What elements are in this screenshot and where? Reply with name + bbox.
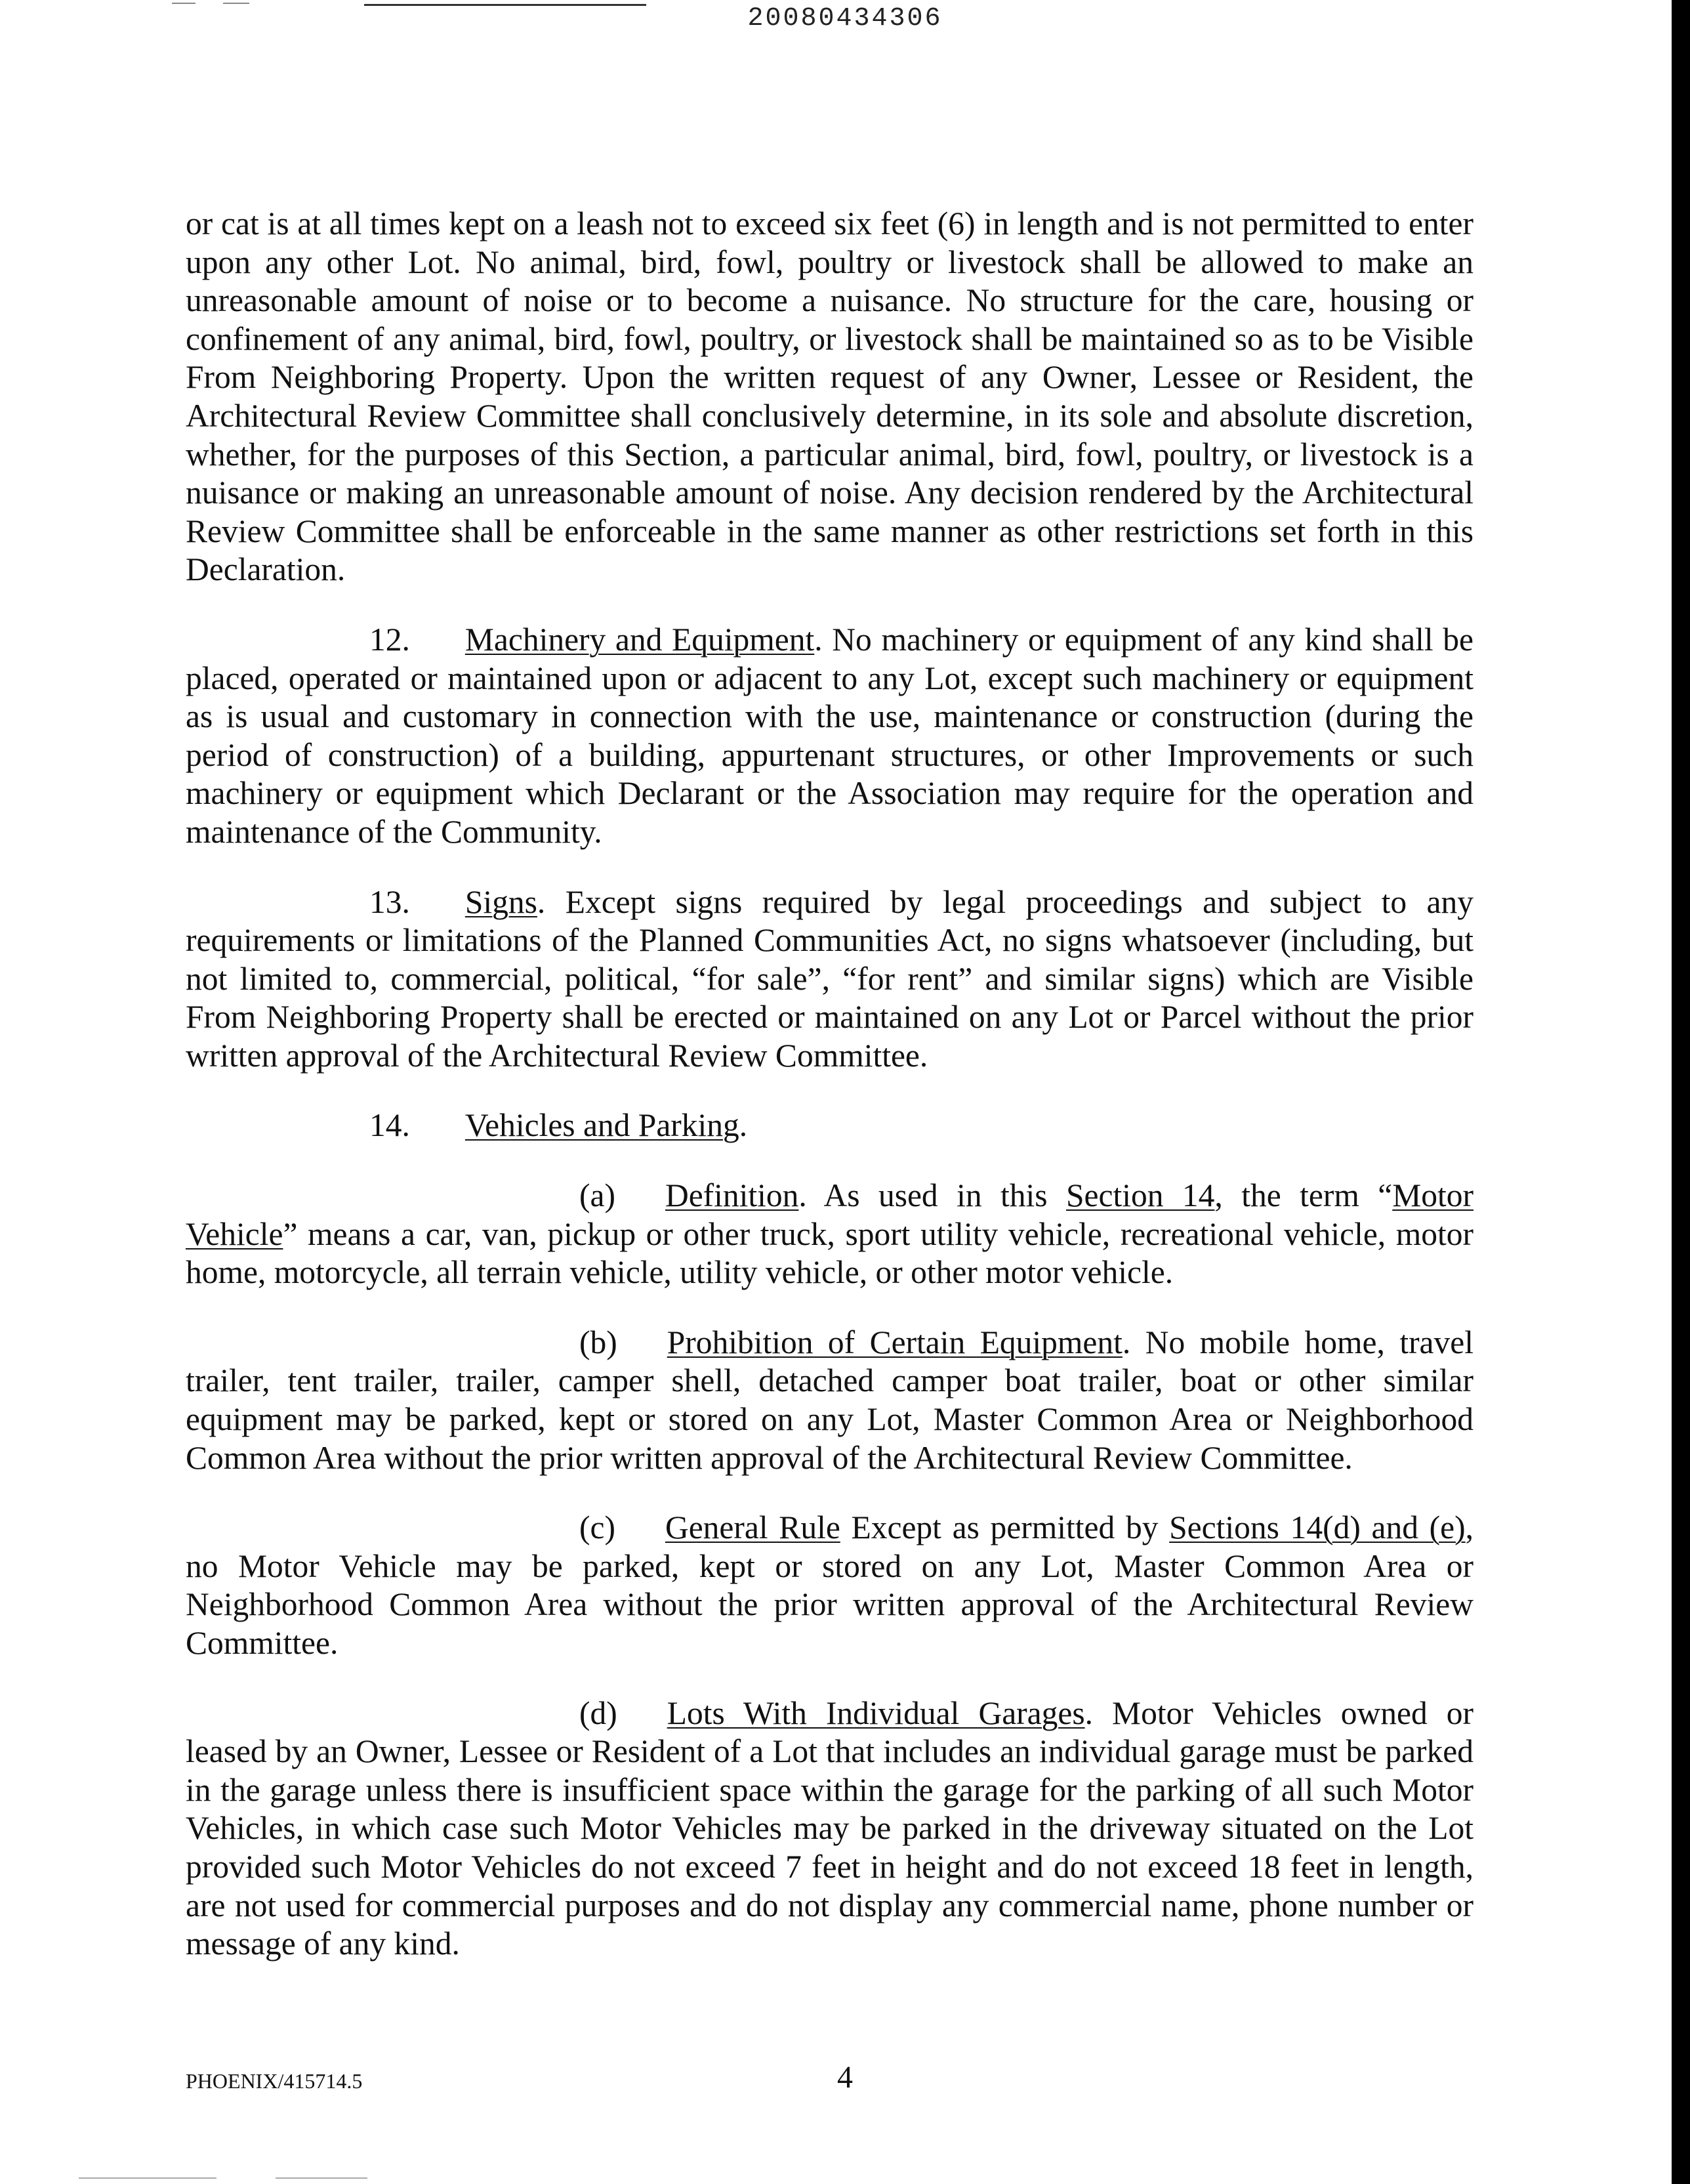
subsection-label: (a) [579,1177,615,1214]
paragraph-13 [186,883,1474,1076]
recording-number: 20080434306 [747,4,943,33]
section-heading: Machinery and Equipment [464,621,815,658]
subsection-label: (b) [579,1324,617,1360]
section-number: 13. [369,883,410,920]
section-tail: . [739,1107,748,1144]
section-reference: Section 14 [1066,1177,1215,1214]
section-reference: Sections 14(d) and (e) [1169,1509,1466,1546]
paragraph-14d [186,1694,1474,1964]
subsection-text: , no Motor Vehicle may be parked, kept or stored on any Lot, Master Common Area or Neighborhood Common Area without the prior written approval of the Architectural Review Committee. [186,1509,1474,1661]
scan-mark-bottom [79,2177,216,2179]
subsection-label: (d) [579,1694,617,1731]
scan-edge-bar [1672,0,1690,2184]
subsection-text: , the term “ [1214,1177,1393,1214]
paragraph-14c [186,1509,1474,1662]
subsection-heading: Prohibition of Certain Equipment [667,1324,1123,1360]
subsection-text: . No mobile home, travel trailer, tent trailer, trailer, camper shell, detached camper boat trailer, boat or other similar equipment may be parked, kept or stored on any Lot, Master Common Area or Neighborhood Common Area without the prior written approval of the Architectural Review Committee. [186,1324,1474,1476]
paragraph-14 [186,1106,1474,1145]
paragraph-12 [186,621,1474,852]
subsection-text: ” means a car, van, pickup or other truck, sport utility vehicle, recreational vehicle, motor home, motorcycle, all terrain vehicle, utility vehicle, or other motor vehicle. [186,1215,1474,1291]
footer-document-id: PHOENIX/415714.5 [186,2069,363,2093]
subsection-text: . Motor Vehicles owned or leased by an Owner, Lessee or Resident of a Lot that includes an individual garage must be parked in the garage unless there is insufficient space within the garage for the parking of all such Motor Vehicles, in which case such Motor Vehicles may be parked in the driveway situated on the Lot provided such Motor Vehicles do not exceed 7 feet in height and do not exceed 18 feet in length, are not used for commercial purposes and do not display any commercial name, phone number or message of any kind. [186,1694,1474,1962]
subsection-heading: General Rule [665,1509,840,1546]
paragraph-11-continuation: or cat is at all times kept on a leash not to exceed six feet (6) in length and is not permitted to enter upon any other Lot. No animal, bird, fowl, poultry or livestock shall be allowed to make an unreasonable amount of noise or to become a nuisance. No structure for the care, housing or confinement of any animal, bird, fowl, poultry, or livestock shall be maintained so as to be Visible From Neighboring Property. Upon the written request of any Owner, Lessee or Resident, the Architectural Review Committee shall conclusively determine, in its sole and absolute discretion, whether, for the purposes of this Section, a particular animal, bird, fowl, poultry, or livestock is a nuisance or making an unreasonable amount of noise. Any decision rendered by the Architectural Review Committee shall be enforceable in the same manner as other restrictions set forth in this Declaration. [186,205,1474,588]
section-text: . No machinery or equipment of any kind shall be placed, operated or maintained upon or adjacent to any Lot, except such machinery or equipment as is usual and customary in connection with the use, maintenance or construction (during the period of construction) of a building, appurtenant structures, or other Improvements or such machinery or equipment which Declarant or the Association may require for the operation and maintenance of the Community. [186,621,1474,850]
section-number: 14. [369,1107,410,1144]
defined-term: Motor Vehicle [186,1177,1474,1252]
subsection-text: Except as permitted by [840,1509,1170,1546]
document-body [186,205,1474,1995]
section-heading: Vehicles and Parking [464,1107,739,1144]
page-number: 4 [837,2060,853,2095]
subsection-label: (c) [579,1509,615,1546]
scan-mark-bottom-2 [276,2177,367,2179]
paragraph-14a [186,1177,1474,1292]
section-heading: Signs [464,883,537,920]
subsection-text: . As used in this [798,1177,1066,1214]
section-number: 12. [369,621,410,658]
paragraph-14b [186,1324,1474,1477]
subsection-heading: Definition [665,1177,799,1214]
subsection-heading: Lots With Individual Garages [667,1694,1085,1731]
section-text: . Except signs required by legal proceedings and subject to any requirements or limitations of the Planned Communities Act, no signs whatsoever (including, but not limited to, commercial, political, “for sale”, “for rent” and similar signs) which are Visible From Neighboring Property shall be erected or maintained on any Lot or Parcel without the prior written approval of the Architectural Review Committee. [186,883,1474,1074]
